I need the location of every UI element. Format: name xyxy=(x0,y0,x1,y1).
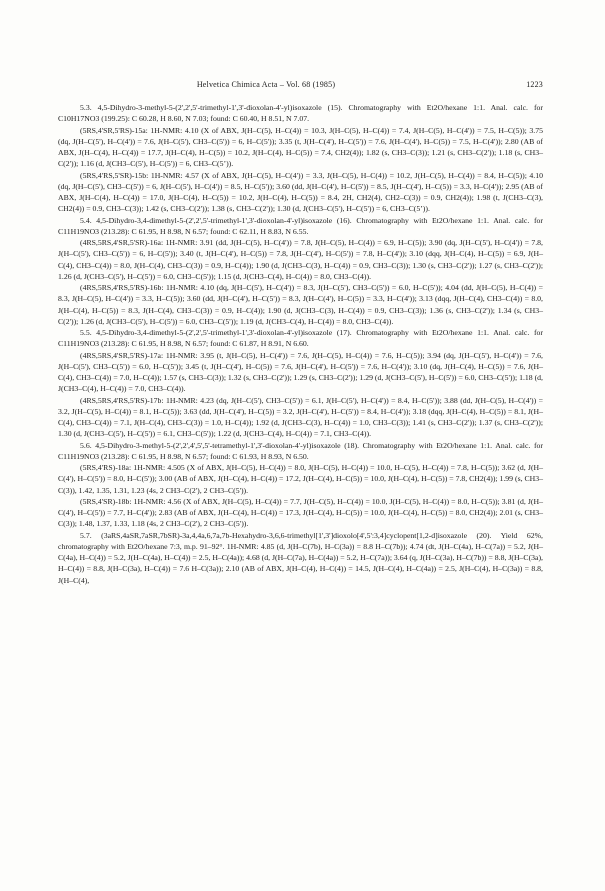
paragraph-17a: (4RS,5RS,4'SR,5'RS)-17a: 1H-NMR: 3.95 (t, J(H–C(5), H–C(4')) = 7.6, J(H–C(5), H–C(4)) = 7.6, H–C(5)); 3.94 (dq, J(H–C(5'), H–C(4')) = 7.6, J(H–C(5'), CH3–C(5')) = 6.0, H–C(5')); 3.45 (t, J(H–C(4'), H–C(5)) = 7.6, J(H–C(4'), H–C(5')) = 7.6, H–C(4')); 3.10 (dq, J(H–C(4), H–C(5)) = 7.6, J(H–C(4), CH3–C(4)) = 7.0, H–C(4)); 1.57 (s, CH3–C(3)); 1.32 (s, CH3–C(2')); 1.29 (s, CH3–C(2')); 1.29 (d, J(CH3–C(5'), H–C(5')) = 6.0, CH3–C(5')); 1.18 (d, J(CH3–C(4), H–C(4)) = 7.0, CH3–C(4)). xyxy=(58,350,543,394)
page-number: 1223 xyxy=(526,80,543,89)
paragraph-16b: (4RS,5RS,4'RS,5'RS)-16b: 1H-NMR: 4.10 (dq, J(H–C(5'), H–C(4')) = 8.3, J(H–C(5'), CH3–C(5')) = 6.0, H–C(5')); 4.04 (dd, J(H–C(5), H–C(4)) = 8.3, J(H–C(5), H–C(4')) = 3.3, H–C(5)); 3.60 (dd, J(H–C(4'), H–C(5')) = 8.3, J(H–C(4'), H–C(5)) = 3.3, H–C(4')); 3.13 (dqq, J(H–C(4), CH3–C(4)) = 8.0, J(H–C(4), H–C(5)) = 8.3, J(H–C(4), CH3–C(3)) = 0.9, H–C(4)); 1.90 (d, J(CH3–C(3), H–C(4)) = 0.9, CH3–C(3)); 1.36 (s, CH3–C(2')); 1.34 (s, CH3–C(2')); 1.26 (d, J(CH3–C(5'), H–C(5')) = 6.0, CH3–C(5')); 1.19 (d, J(CH3–C(4), H–C(4)) = 8.0, CH3–C(4)). xyxy=(58,283,543,326)
paragraph-5-7: 5.7. (3aRS,4aSR,7aSR,7bSR)-3a,4,4a,6,7a,7b-Hexahydro-3,6,6-trimethyl[1',3']dioxolo[4',5':3,4]cyclopent[1,2-d]isoxazole (20). Yield 62%, chromatography with Et2O/hexane 7:3, m.p. 91–92°. 1H-NMR: 4.85 (d, J(H–C(7b), H–C(3a)) = 8.8 H–C(7b)); 4.74 (dt, J(H–C(4a), H–C(7a)) = 5.2, J(H–C(4a), H–C(4)) = 5.2, J(H–C(4a), H–C(4)) = 2.5, H–C(4a)); 4.68 (d, J(H–C(7a), H–C(4a)) = 5.2, H–C(7a)); 3.64 (q, J(H–C(3a), H–C(7b)) = 8.8, J(H–C(3a), H–C(4)) = 8.8, J(H–C(3a), H–C(4)) = 7.6 H–C(3a)); 2.10 (AB of ABX, J(H–C(4), H–C(4)) = 14.5, J(H–C(4), H–C(4a)) = 2.5, J(H–C(4), H–C(3a)) = 8.8, J(H–C(4), xyxy=(58,530,543,585)
paragraph-5-4: 5.4. 4,5-Dihydro-3,4-dimethyl-5-(2',2',5'-trimethyl-1',3'-dioxolan-4'-yl)isoxazole (16). Chromatography with Et2O/hexane 1:1. Anal. calc. for C11H19NO3 (213.28): C 61.95, H 8.98, N 6.57; found: C 62.11, H 8.83, N 6.55. xyxy=(58,215,543,236)
paragraph-17b: (4RS,5RS,4'RS,5'RS)-17b: 1H-NMR: 4.23 (dq, J(H–C(5'), CH3–C(5')) = 6.1, J(H–C(5'), H–C(4')) = 8.4, H–C(5')); 3.88 (dd, J(H–C(5), H–C(4')) = 3.2, J(H–C(5), H–C(4)) = 8.1, H–C(5)); 3.63 (dd, J(H–C(4'), H–C(5)) = 3.2, J(H–C(4'), H–C(5')) = 8.4, H–C(4')); 3.18 (dqq, J(H–C(4), H–C(5)) = 8.1, J(H–C(4), CH3–C(4)) = 7.1, J(H–C(4), CH3–C(3)) = 1.0, H–C(4)); 1.92 (d, J(CH3–C(3), H–C(4)) = 1.0, CH3–C(3)); 1.41 (s, CH3–C(2')); 1.37 (s, CH3–C(2')); 1.30 (d, J(CH3–C(5'), H–C(5')) = 6.1, CH3–C(5')); 1.22 (d, J(CH3–C(4), H–C(4)) = 7.1, CH3–C(4)). xyxy=(58,395,543,439)
paragraph-15a: (5RS,4'SR,5'RS)-15a: 1H-NMR: 4.10 (X of ABX, J(H–C(5), H–C(4)) = 10.3, J(H–C(5), H–C(4)) = 7.4, J(H–C(5), H–C(4')) = 7.5, H–C(5)); 3.75 (dq, J(H–C(5'), H–C(4')) = 7.6, J(H–C(5'), CH3–C(5')) = 6, H–C(5')); 3.35 (t, J(H–C(4'), H–C(5')) = 7.6, J(H–C(4'), H–C(5)) = 7.5, H–C(4')); 2.80 (AB of ABX, J(H–C(4), H–C(4)) = 17.7, J(H–C(4), H–C(5)) = 10.2, J(H–C(4), H–C(5)) = 7.4, CH2(4)); 1.82 (s, CH3–C(3)); 1.21 (s, CH3–C(2')); 1.18 (s, CH3–C(2')); 1.16 (d, J(CH3–C(5'), H–C(5')) = 6, CH3–C(5’)). xyxy=(58,125,543,169)
paragraph-5-6: 5.6. 4,5-Dihydro-3-methyl-5-(2',2',4',5',5'-tetramethyl-1',3'-dioxolan-4'-yl)isoxazole (18). Chromatography with Et2O/hexane 1:1. Anal. calc. for C11H19NO3 (213.28): C 61.95, H 8.98, N 6.57; found: C 61.93, H 8.93, N 6.50. xyxy=(58,440,543,461)
paragraph-18a: (5RS,4'RS)-18a: 1H-NMR: 4.505 (X of ABX, J(H–C(5), H–C(4)) = 8.0, J(H–C(5), H–C(4)) = 10.0, H–C(5), H–C(4)) = 7.8, H–C(5)); 3.62 (d, J(H–C(4'), H–C(5')) = 8.0, H–C(5')); 3.00 (AB of ABX, J(H–C(4), H–C(4)) = 17.2, J(H–C(4), H–C(5)) = 10.0, J(H–C(4), H–C(5)) = 7.8, CH2(4)); 1.99 (s, CH3–C(3)), 1.42, 1.35, 1.31, 1.23 (4s, 2 CH3–C(2'), 2 CH3–C(5')). xyxy=(58,463,543,495)
paragraph-18b: (5RS,4'SR)-18b: 1H-NMR: 4.56 (X of ABX, J(H–C(5), H–C(4)) = 7.7, J(H–C(5), H–C(4)) = 10.0, J(H–C(5), H–C(4)) = 8.0, H–C(5)); 3.81 (d, J(H–C(4'), H–C(5')) = 7.7, H–C(4')); 2.83 (AB of ABX, J(H–C(4), H–C(4)) = 17.3, J(H–C(4), H–C(5)) = 10.0, J(H–C(4), H–C(5)) = 8.0, CH2(4)); 2.01 (s, CH3–C(3)); 1.48, 1.37, 1.33, 1.18 (4s, 2 CH3–C(2'), 2 CH3–C(5')). xyxy=(58,496,543,529)
journal-title: Helvetica Chimica Acta – Vol. 68 (1985) xyxy=(196,80,336,89)
paragraph-5-3: 5.3. 4,5-Dihydro-3-methyl-5-(2',2',5'-trimethyl-1',3'-dioxolan-4'-yl)isoxazole (15). Chromatography with Et2O/hexane 1:1. Anal. calc. for C10H17NO3 (199.25): C 60.28, H 8.60, N 7.03; found: C 60.40, H 8.51, N 7.07. xyxy=(58,103,543,124)
article-body xyxy=(58,102,543,586)
paragraph-5-5: 5.5. 4,5-Dihydro-3,4-dimethyl-5-(2',2',5'-trimethyl-1',3'-dioxolan-4'-yl)isoxazole (17). Chromatography with Et2O/hexane 1:1. Anal. calc. for C11H19NO3 (213.28): C 61.95, H 8.98, N 6.57; found: C 61.87, H 8.91, N 6.60. xyxy=(58,328,543,349)
running-header xyxy=(58,80,543,94)
paragraph-16a: (4RS,5RS,4'SR,5'SR)-16a: 1H-NMR: 3.91 (dd, J(H–C(5), H–C(4')) = 7.8, J(H–C(5), H–C(4)) = 6.9, H–C(5)); 3.90 (dq, J(H–C(5'), H–C(4')) = 7.8, J(H–C(5'), CH3–C(5')) = 6, H–C(5')); 3.40 (t, J(H–C(4'), H–C(5)) = 7.8, J(H–C(4'), H–C(5')) = 7.8, H–C(4')); 3.10 (dqq, J(H–C(4), H–C(5)) = 6.9, J(H–C(4), CH3–C(4)) = 8.0, J(H–C(4), CH3–C(3)) = 0.9, H–C(4)); 1.90 (d, J(CH3–C(3), H–C(4)) = 0.9, CH3–C(3)); 1.30 (s, CH3–C(2')); 1.27 (s, CH3–C(2')); 1.26 (d, J(CH3–C(5'), H–C(5')) = 6.0, CH3–C(5')); 1.15 (d, J(CH3–C(4), H–C(4)) = 8.0, CH3–C(4)). xyxy=(58,238,543,281)
paragraph-15b: (5RS,4'RS,5'SR)-15b: 1H-NMR: 4.57 (X of ABX, J(H–C(5), H–C(4')) = 3.3, J(H–C(5), H–C(4)) = 10.2, J(H–C(5), H–C(4)) = 8.4, H–C(5)); 4.10 (dq, J(H–C(5'), CH3–C(5')) = 6, J(H–C(5'), H–C(4')) = 8.5, H–C(5')); 3.60 (dd, J(H–C(4'), H–C(5')) = 8.5, J(H–C(4'), H–C(5)) = 3.3, H–C(4')); 2.95 (AB of ABX, J(H–C(4), H–C(4)) = 17.0, J(H–C(4), H–C(5)) = 10.2, J(H–C(4), H–C(5)) = 8.4, 2H, CH2(4), CH2–C(3)) = 0.9, CH2(4)); 1.98 (t, J(CH3–C(3), CH2(4)) = 0.9, CH3–C(3)); 1.42 (s, CH3–C(2')); 1.38 (s, CH3–C(2')); 1.30 (d, J(CH3–C(5'), H–C(5')) = 6, CH3–C(5’)). xyxy=(58,170,543,214)
